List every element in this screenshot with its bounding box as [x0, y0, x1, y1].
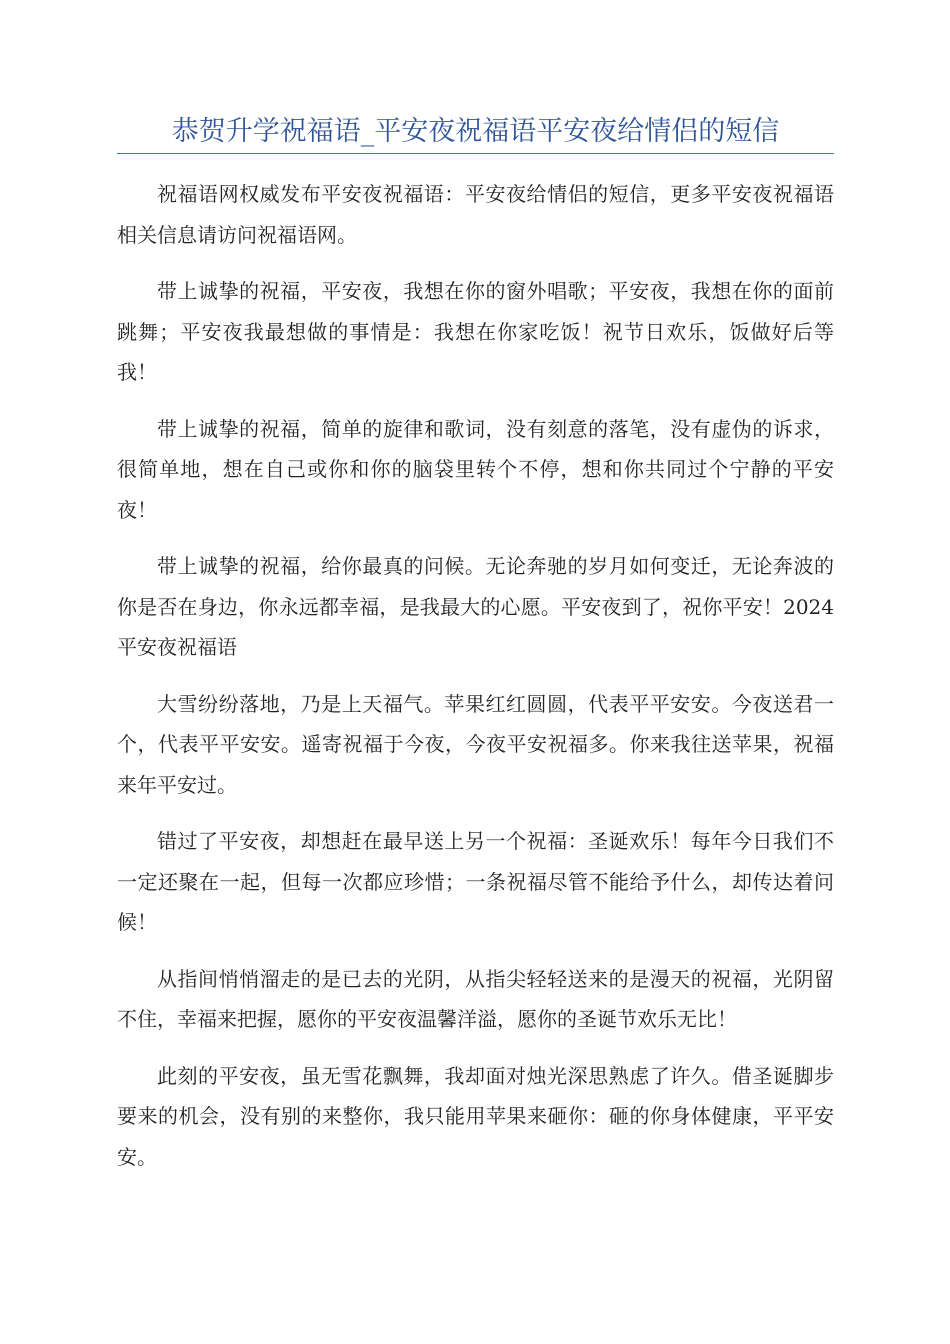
document-body: [117, 174, 834, 1193]
paragraph-intro: 祝福语网权威发布平安夜祝福语：平安夜给情侣的短信，更多平安夜祝福语相关信息请访问祝福语网。: [117, 182, 834, 247]
title-container: [117, 112, 834, 152]
document-title: 恭贺升学祝福语_平安夜祝福语平安夜给情侣的短信: [171, 116, 780, 147]
paragraph: 带上诚挚的祝福，给你最真的问候。无论奔驰的岁月如何变迁，无论奔波的你是否在身边，你永远都幸福，是我最大的心愿。平安夜到了，祝你平安！2024平安夜祝福语: [117, 554, 834, 659]
paragraph: 错过了平安夜，却想赶在最早送上另一个祝福：圣诞欢乐！每年今日我们不一定还聚在一起，但每一次都应珍惜；一条祝福尽管不能给予什么，却传达着问候！: [117, 829, 834, 934]
paragraph: 从指间悄悄溜走的是已去的光阴，从指尖轻轻送来的是漫天的祝福，光阴留不住，幸福来把握，愿你的平安夜温馨洋溢，愿你的圣诞节欢乐无比！: [117, 966, 834, 1031]
title-underline: [117, 153, 834, 154]
paragraph: 带上诚挚的祝福，简单的旋律和歌词，没有刻意的落笔，没有虚伪的诉求，很简单地，想在自己或你和你的脑袋里转个不停，想和你共同过个宁静的平安夜！: [117, 416, 834, 522]
paragraph: 大雪纷纷落地，乃是上天福气。苹果红红圆圆，代表平平安安。今夜送君一个，代表平平安安。遥寄祝福于今夜，今夜平安祝福多。你来我往送苹果，祝福来年平安过。: [117, 691, 834, 797]
paragraph: 此刻的平安夜，虽无雪花飘舞，我却面对烛光深思熟虑了许久。借圣诞脚步要来的机会，没有别的来整你，我只能用苹果来砸你：砸的你身体健康，平平安安。: [117, 1063, 834, 1169]
paragraph: 带上诚挚的祝福，平安夜，我想在你的窗外唱歌；平安夜，我想在你的面前跳舞；平安夜我最想做的事情是：我想在你家吃饭！祝节日欢乐，饭做好后等我！: [117, 279, 834, 384]
